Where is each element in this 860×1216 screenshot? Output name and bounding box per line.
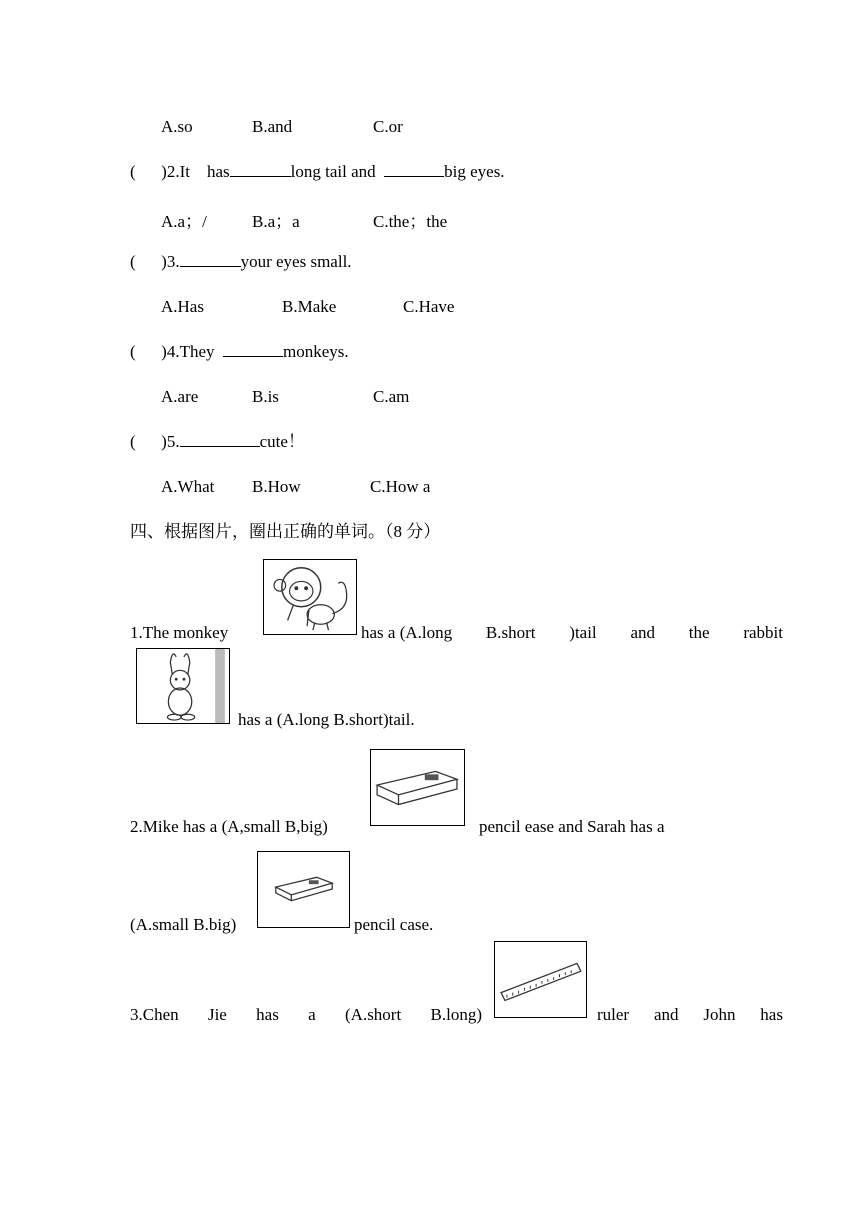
question-3-number: )3. bbox=[161, 252, 180, 271]
question-4-text: monkeys. bbox=[283, 342, 349, 361]
item-3-word: has bbox=[760, 1005, 783, 1024]
answer-paren-open: ( bbox=[130, 432, 136, 451]
answer-blank bbox=[223, 342, 283, 357]
rabbit-image bbox=[136, 648, 230, 724]
item-1-word: the bbox=[688, 623, 710, 642]
item-1-word: )tail bbox=[569, 623, 597, 642]
q5-option-a: A.What bbox=[161, 477, 215, 496]
question-2-text-c: big eyes. bbox=[444, 162, 505, 181]
q3-option-a: A.Has bbox=[161, 297, 204, 316]
answer-blank bbox=[180, 432, 260, 447]
big-pencil-case-image bbox=[370, 749, 465, 826]
q2-option-c: C.the；the bbox=[373, 212, 448, 231]
q4-option-b: B.is bbox=[252, 387, 279, 406]
item-1-word: and bbox=[630, 623, 655, 642]
item-2-tail: pencil case. bbox=[354, 915, 434, 934]
q2-option-b: B.a；a bbox=[252, 212, 300, 231]
item-2-lead-2: (A.small B.big) bbox=[130, 915, 237, 934]
item-2-lead: 2.Mike has a (A,small B,big) bbox=[130, 817, 328, 836]
question-5-text: cute！ bbox=[259, 432, 305, 451]
item-3-line-right bbox=[597, 1005, 783, 1025]
q1-option-c: C.or bbox=[373, 117, 403, 136]
q2-option-a: A.a；/ bbox=[161, 212, 207, 231]
answer-blank bbox=[384, 162, 444, 177]
q3-option-c: C.Have bbox=[403, 297, 455, 316]
item-1-word: rabbit bbox=[743, 623, 783, 642]
item-3-word: (A.short bbox=[345, 1005, 402, 1024]
item-1-word: B.short bbox=[485, 623, 536, 642]
answer-blank bbox=[180, 252, 241, 267]
item-3-word: B.long) bbox=[430, 1005, 482, 1024]
item-1-word: has a (A.long bbox=[361, 623, 453, 642]
section-heading: 四、根据图片，圈出正确的单词。（8 分） bbox=[130, 522, 441, 541]
item-3-word: has bbox=[256, 1005, 279, 1024]
item-1-tail: has a (A.long B.short)tail. bbox=[238, 710, 415, 729]
answer-paren-open: ( bbox=[130, 342, 136, 361]
item-3-word: John bbox=[703, 1005, 736, 1024]
item-2-mid: pencil ease and Sarah has a bbox=[479, 817, 665, 836]
item-1-lead: 1.The monkey bbox=[130, 623, 229, 642]
question-3 bbox=[130, 252, 352, 272]
answer-paren-open: ( bbox=[130, 252, 136, 271]
item-3-word: Jie bbox=[207, 1005, 227, 1024]
item-3-word: and bbox=[653, 1005, 679, 1024]
q4-option-a: A.are bbox=[161, 387, 199, 406]
question-2 bbox=[130, 162, 505, 182]
q5-option-c: C.How a bbox=[370, 477, 431, 496]
question-2-text-b: long tail and bbox=[290, 162, 376, 181]
q5-option-b: B.How bbox=[252, 477, 301, 496]
question-2-text-a: has bbox=[206, 162, 230, 181]
question-5 bbox=[130, 432, 305, 452]
item-3-word: a bbox=[308, 1005, 316, 1024]
question-2-number: )2.It bbox=[161, 162, 190, 181]
q4-option-c: C.am bbox=[373, 387, 410, 406]
item-3-word: ruler bbox=[597, 1005, 630, 1024]
q1-option-b: B.and bbox=[252, 117, 293, 136]
small-pencil-case-image bbox=[257, 851, 350, 928]
question-4 bbox=[130, 342, 349, 362]
q3-option-b: B.Make bbox=[282, 297, 337, 316]
answer-blank bbox=[230, 162, 291, 177]
answer-paren-open: ( bbox=[130, 162, 136, 181]
question-5-number: )5. bbox=[161, 432, 180, 451]
q1-option-a: A.so bbox=[161, 117, 193, 136]
item-1-line bbox=[361, 623, 783, 643]
question-3-text: your eyes small. bbox=[240, 252, 352, 271]
ruler-image bbox=[494, 941, 587, 1018]
item-3-line-left bbox=[130, 1005, 482, 1025]
question-4-number: )4.They bbox=[161, 342, 215, 361]
item-3-word: 3.Chen bbox=[130, 1005, 179, 1024]
monkey-image bbox=[263, 559, 357, 635]
